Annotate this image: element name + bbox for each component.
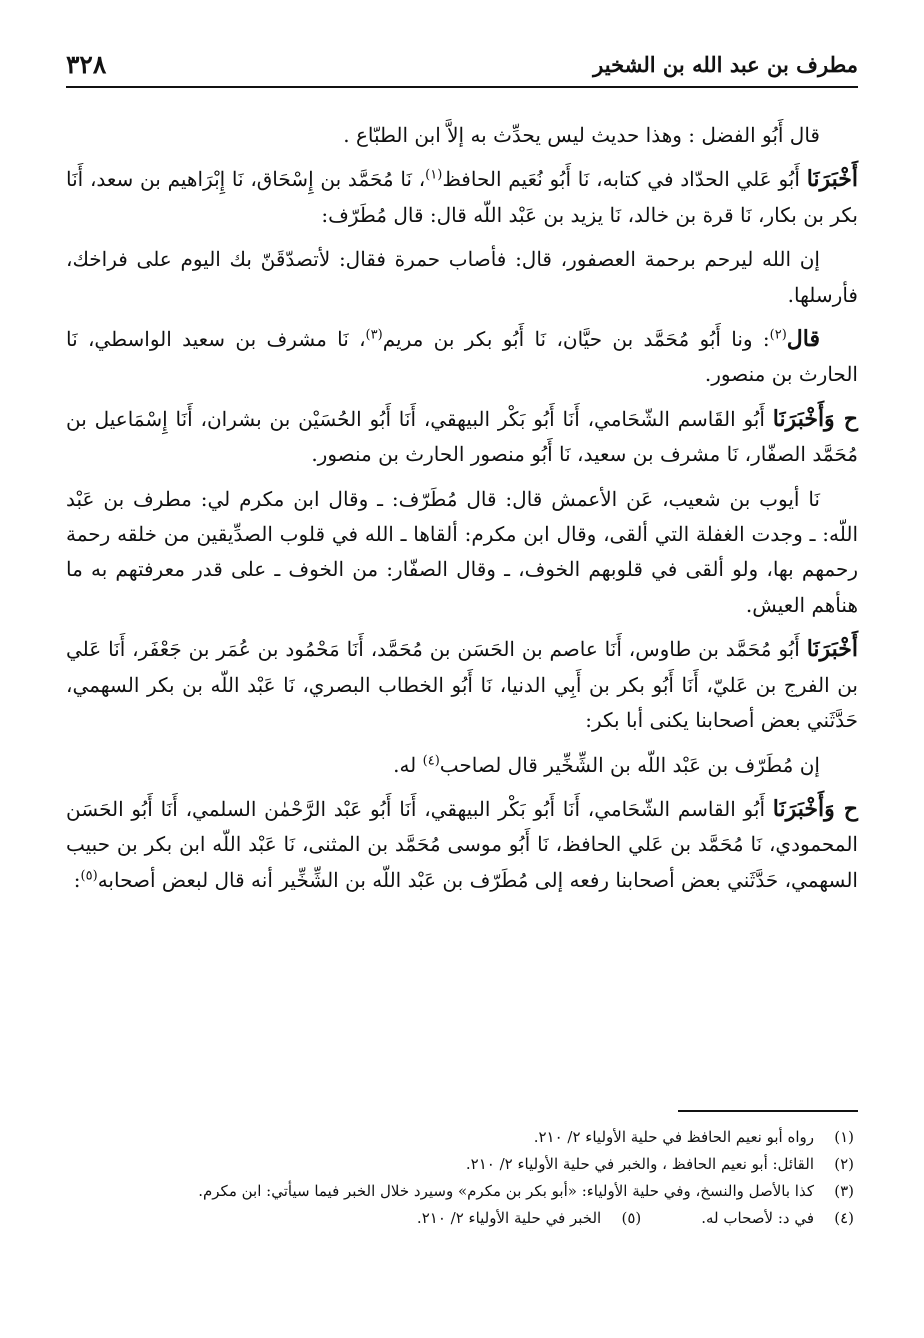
paragraph-3 xyxy=(66,242,858,313)
paragraph-lead: أَخْبَرَنَا xyxy=(806,636,859,663)
page-number: ٣٢٨ xyxy=(66,50,107,79)
footnote-divider xyxy=(678,1110,858,1112)
footnote-reference[interactable]: (١) xyxy=(425,167,443,183)
main-text xyxy=(66,118,858,907)
footnote-5 xyxy=(417,1205,641,1232)
footnote-text: القائل: أبو نعيم الحافظ ، والخبر في حلية الأولياء ٢/ ٢١٠. xyxy=(465,1155,814,1173)
footnote-number: (٤) xyxy=(834,1209,854,1227)
paragraph-text: أَبُو القَاسم الشّحَامي، أَنَا أَبُو بَكْر البيهقي، أَنَا أَبُو الحُسَيْن بن بشران، أَنَا إِسْمَاعيل بن مُحَمَّد الصفّار، نَا مشرف بن سعيد، نَا أَبُو منصور الحارث بن منصور. xyxy=(66,406,858,467)
footnote-row-4-5 xyxy=(66,1205,854,1232)
footnote-text: في د: لأصحاب له. xyxy=(701,1209,814,1227)
paragraph-text: أَبُو عَلي الحدّاد في كتابه، نَا أَبُو نُعَيم الحافظ xyxy=(442,167,800,192)
paragraph-1 xyxy=(66,118,858,153)
paragraph-8 xyxy=(66,748,858,783)
paragraph-text: له. xyxy=(393,752,423,777)
footnote-text: كذا بالأصل والنسخ، وفي حلية الأولياء: «أبو بكر بن مكرم» وسيرد خلال الخبر فيما سيأتي: ابن مكرم. xyxy=(198,1182,814,1200)
paragraph-text: ، نَا مشرف بن سعيد الواسطي، نَا الحارث بن منصور. xyxy=(66,327,858,387)
footnote-2 xyxy=(66,1151,854,1178)
paragraph-text: أَبُو القاسم الشّحَامي، أَنَا أَبُو بَكْر البيهقي، أَنَا أَبُو عَبْد الرَّحْمٰن السلمي، أَنَا أَبُو الحَسَن المحمودي، نَا مُحَمَّد بن عَلي الحافظ، نَا أَبُو موسى مُحَمَّد بن المثنى، نَا عَبْد اللّه ابن بكر بن حبيب السهمي، حَدَّثَني بعض أصحابنا رفعه إلى مُطَرّف بن عَبْد اللّه بن الشِّخِّير أنه قال لبعض أصحابه xyxy=(66,796,858,892)
footnote-4 xyxy=(701,1205,854,1232)
footnotes xyxy=(66,1124,854,1232)
footnote-number: (٥) xyxy=(621,1209,642,1227)
paragraph-text: إن الله ليرحم برحمة العصفور، قال: فأصاب حمرة فقال: لأتصدّقَنّ بك اليوم على فراخك، فأرسلها. xyxy=(66,247,858,307)
paragraph-text: : xyxy=(73,867,81,892)
paragraph-9 xyxy=(66,792,858,898)
paragraph-2 xyxy=(66,162,858,233)
paragraph-text: إن مُطَرّف بن عَبْد اللّه بن الشِّخِّير قال لصاحب xyxy=(439,752,820,777)
footnote-text: الخبر في حلية الأولياء ٢/ ٢١٠. xyxy=(416,1209,602,1227)
paragraph-text: قال أَبُو الفضل : وهذا حديث ليس يحدِّث به إلاَّ ابن الطبّاع . xyxy=(343,123,820,147)
paragraph-text: أَبُو مُحَمَّد بن طاوس، أَنَا عاصم بن الحَسَن بن مُحَمَّد، أَنَا مَحْمُود بن عُمَر بن جَعْفَر، أَنَا عَلي بن الفرج بن عَليّ، أَنَا أَبُو بكر بن أَبِي الدنيا، نَا أَبُو الخطاب البصري، نَا عَبْد اللّه بن بكر السهمي، حَدَّثَني بعض أصحابنا يكنى أبا بكر: xyxy=(66,637,858,733)
paragraph-text: نَا أيوب بن شعيب، عَن الأعمش قال: قال مُطَرّف: ـ وقال ابن مكرم لي: مطرف بن عَبْد اللّه: ـ وجدت الغفلة التي ألقى، وقال ابن مكرم: ألقاها ـ الله في قلوب الصدِّيقين من خلقه رحمة رحمهم بها، ولو ألقى في قلوبهم الخوف، ـ وقال الصفّار: من الخوف ـ على قدر معرفتهم به ما هنأهم العيش. xyxy=(66,486,859,617)
footnote-number: (٣) xyxy=(834,1182,854,1200)
running-title: مطرف بن عبد الله بن الشخير xyxy=(593,52,858,77)
footnote-reference[interactable]: (٥) xyxy=(80,868,98,884)
paragraph-lead: قال xyxy=(786,326,820,353)
footnote-number: (٢) xyxy=(834,1155,854,1173)
paragraph-6 xyxy=(66,482,858,624)
footnote-text: رواه أبو نعيم الحافظ في حلية الأولياء ٢/ ٢١٠. xyxy=(533,1128,814,1146)
paragraph-lead: ح وَأَخْبَرَنَا xyxy=(772,795,858,822)
paragraph-text: : ونا أَبُو مُحَمَّد بن حيَّان، نَا أَبُو بكر بن مريم xyxy=(382,327,770,352)
footnote-3 xyxy=(66,1178,854,1205)
paragraph-4 xyxy=(66,322,858,393)
footnote-reference[interactable]: (٤) xyxy=(422,752,440,768)
paragraph-lead: أَخْبَرَنَا xyxy=(806,166,859,193)
footnote-reference[interactable]: (٢) xyxy=(769,327,787,343)
page-header xyxy=(66,46,858,88)
footnote-reference[interactable]: (٣) xyxy=(365,327,383,343)
paragraph-5 xyxy=(66,402,858,473)
footnote-1 xyxy=(66,1124,854,1151)
footnote-number: (١) xyxy=(834,1128,854,1146)
paragraph-lead: ح وَأَخْبَرَنَا xyxy=(772,405,858,432)
paragraph-text: ، نَا مُحَمَّد بن إِسْحَاق، نَا إِبْرَاهيم بن سعد، أَنَا بكر بن بكار، نَا قرة بن خالد، نَا يزيد بن عَبْد اللّه قال: قال مُطَرّف: xyxy=(66,167,858,227)
paragraph-7 xyxy=(66,632,858,738)
